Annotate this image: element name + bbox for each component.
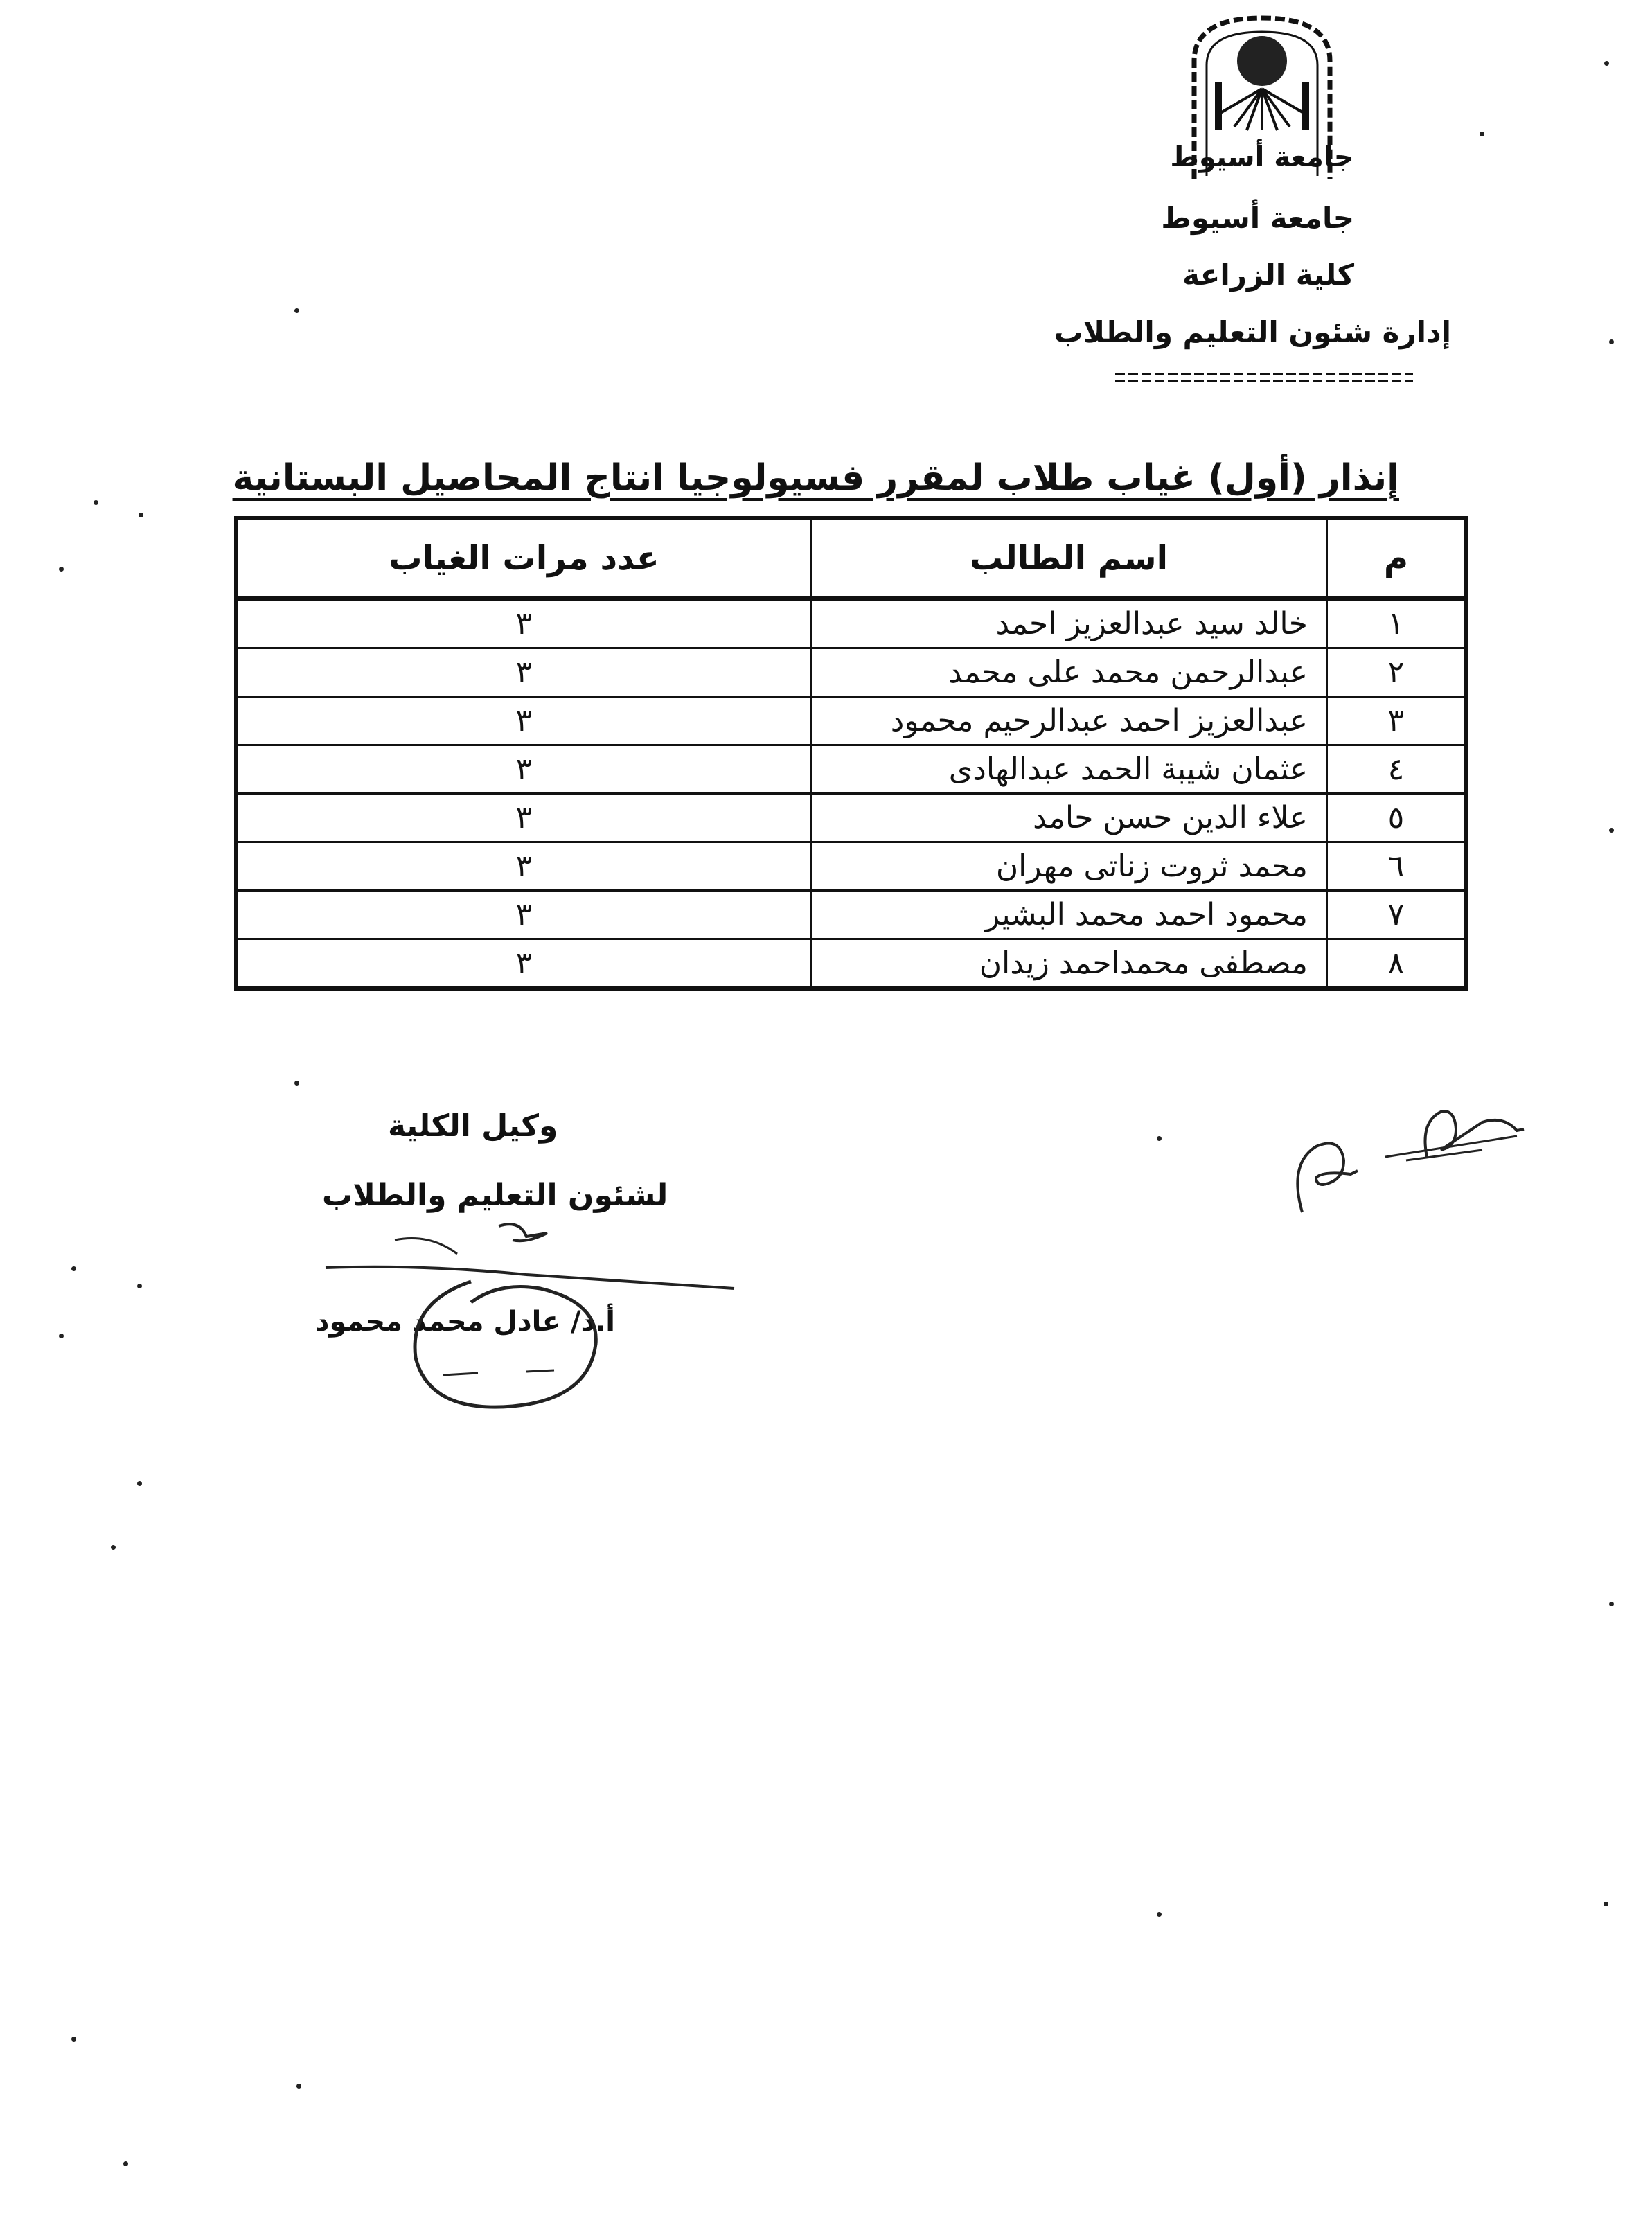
scan-speck (111, 1545, 116, 1550)
absence-count: ٣ (236, 794, 811, 842)
scan-speck (123, 2161, 128, 2166)
scan-speck (94, 500, 98, 505)
table-row (236, 939, 1466, 989)
student-name: عبدالعزيز احمد عبدالرحيم محمود (811, 697, 1327, 745)
absence-count: ٣ (236, 648, 811, 697)
absence-count: ٣ (236, 697, 811, 745)
signatory-title-line2: لشئون التعليم والطلاب (322, 1178, 668, 1213)
scan-speck (1604, 61, 1609, 66)
document-title: إنذار (أول) غياب طلاب لمقرر فسيولوجيا انتاج المحاصيل البستانية (232, 457, 1399, 499)
student-name: عبدالرحمن محمد على محمد (811, 648, 1327, 697)
student-name: عثمان شيبة الحمد عبدالهادى (811, 745, 1327, 794)
student-name: خالد سيد عبدالعزيز احمد (811, 599, 1327, 648)
absence-count: ٣ (236, 599, 811, 648)
absence-count: ٣ (236, 842, 811, 891)
row-number: ١ (1327, 599, 1467, 648)
row-number: ٧ (1327, 891, 1467, 939)
scan-speck (294, 308, 299, 313)
table-row (236, 842, 1466, 891)
table-row (236, 745, 1466, 794)
handwritten-initials (1274, 1081, 1531, 1219)
student-name: علاء الدين حسن حامد (811, 794, 1327, 842)
absence-count: ٣ (236, 939, 811, 989)
table-row (236, 648, 1466, 697)
student-name: محمود احمد محمد البشير (811, 891, 1327, 939)
handwritten-signature (319, 1212, 748, 1420)
university-logo (1170, 12, 1354, 182)
scan-speck (1604, 1902, 1608, 1906)
scan-speck (71, 2037, 76, 2042)
row-number: ٤ (1327, 745, 1467, 794)
scan-speck (1157, 1136, 1162, 1141)
scan-speck (1609, 828, 1614, 833)
absence-table (234, 516, 1468, 991)
student-name: محمد ثروت زناتى مهران (811, 842, 1327, 891)
scan-speck (59, 567, 64, 572)
header-student-name: اسم الطالب (811, 518, 1327, 599)
row-number: ٨ (1327, 939, 1467, 989)
scan-speck (296, 2084, 301, 2089)
scan-speck (294, 1081, 299, 1086)
table-row (236, 697, 1466, 745)
scan-speck (1157, 1912, 1162, 1917)
scan-speck (137, 1481, 142, 1486)
header-number: م (1327, 518, 1467, 599)
table-row (236, 794, 1466, 842)
scan-speck (71, 1266, 76, 1271)
university-name: جامعة أسيوط (1161, 201, 1354, 235)
row-number: ٦ (1327, 842, 1467, 891)
department-name: إدارة شئون التعليم والطلاب (1054, 315, 1451, 349)
absence-count: ٣ (236, 745, 811, 794)
table-row (236, 891, 1466, 939)
scan-speck (1609, 1602, 1614, 1606)
absence-count: ٣ (236, 891, 811, 939)
row-number: ٢ (1327, 648, 1467, 697)
scan-speck (137, 1284, 142, 1288)
logo-text: جامعة أسيوط (1170, 141, 1354, 173)
header-separator (1115, 371, 1413, 384)
signatory-name: أ.د/ عادل محمد محمود (315, 1306, 615, 1338)
scan-speck (1609, 339, 1614, 344)
row-number: ٣ (1327, 697, 1467, 745)
table-row (236, 599, 1466, 648)
signatory-title-line1: وكيل الكلية (388, 1108, 558, 1144)
student-name: مصطفى محمداحمد زيدان (811, 939, 1327, 989)
scan-speck (1480, 132, 1484, 136)
scan-speck (139, 513, 143, 517)
scan-speck (59, 1334, 64, 1338)
faculty-name: كلية الزراعة (1182, 258, 1354, 292)
header-absence-count: عدد مرات الغياب (236, 518, 811, 599)
table-header-row (236, 518, 1466, 599)
row-number: ٥ (1327, 794, 1467, 842)
